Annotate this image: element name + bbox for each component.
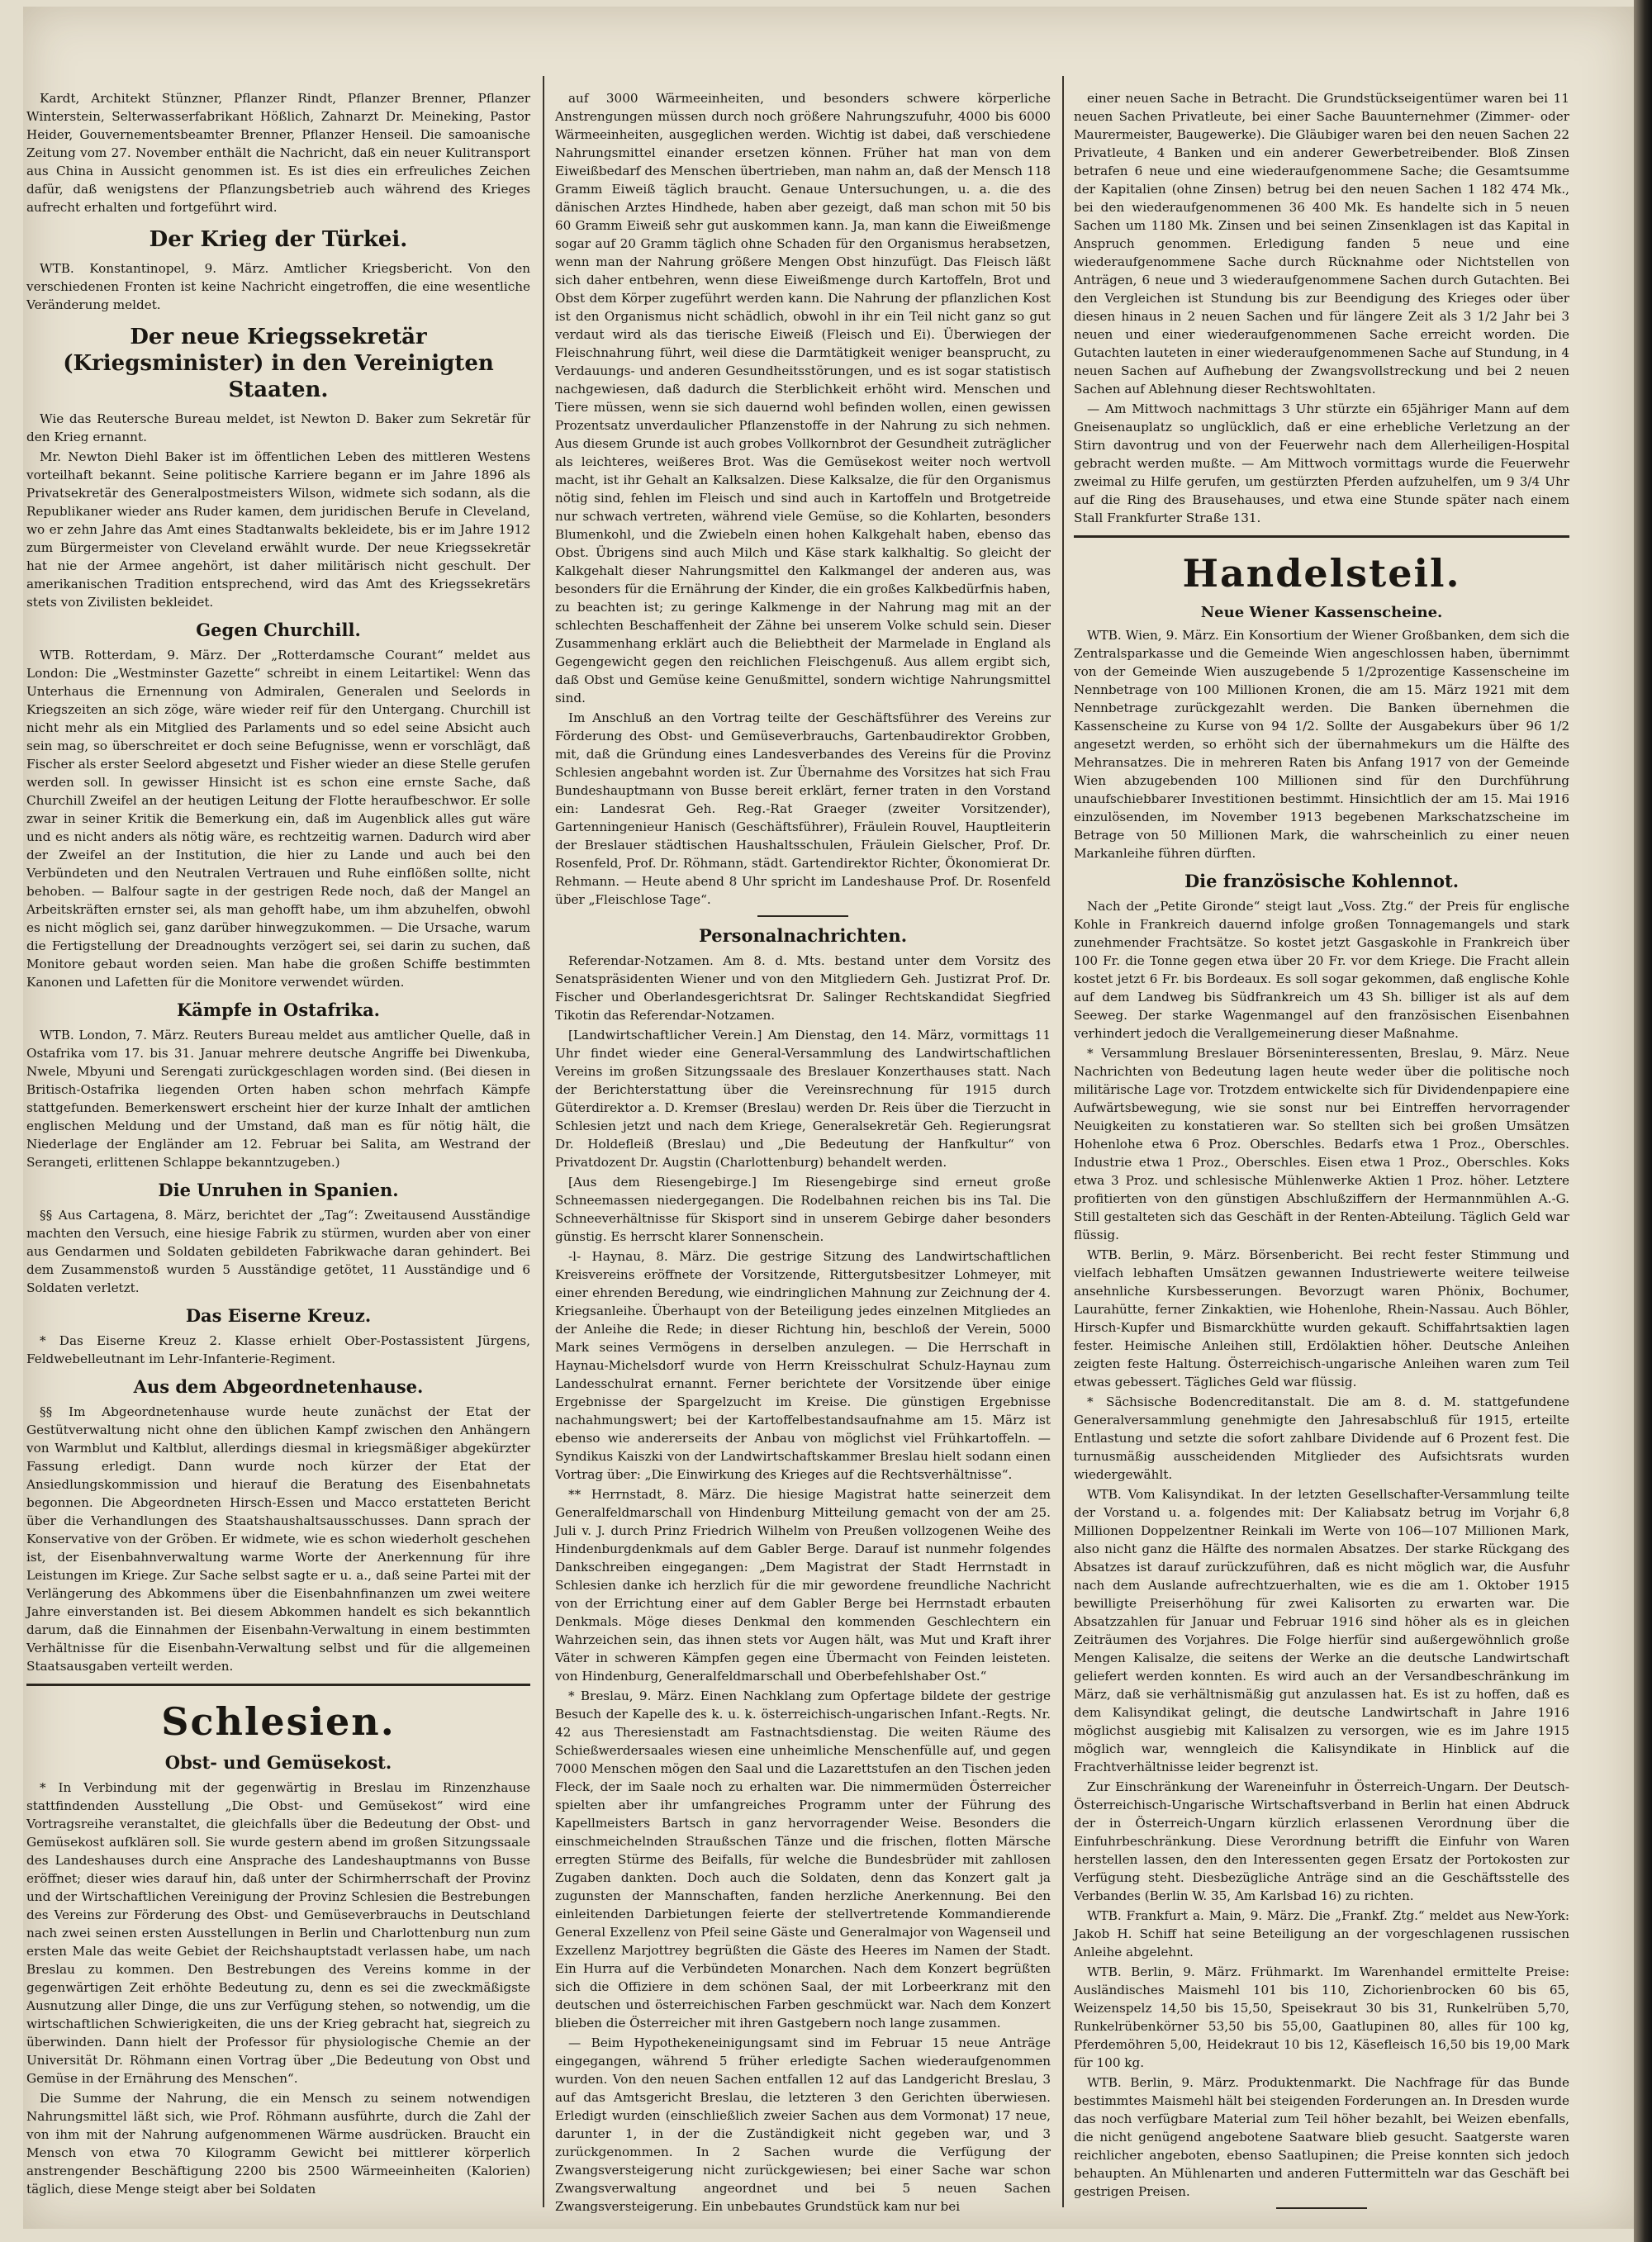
article-spanien-text: §§ Aus Cartagena, 8. März, berichtet der „Tag“: Zweitausend Ausständige machten den Versuch, eine hiesige Fabrik zu stürmen, wurden aber von einer aus Gendarmen und Soldaten gebildeten Fabrikwache daran gehindert. Bei dem Zusammenstoß wurden 5 Ausständige getötet, 11 Ausständige und 6 Soldaten verletzt. <box>26 1208 530 1295</box>
headline-eisernes-kreuz: Das Eiserne Kreuz. <box>185 1305 372 1326</box>
article-samoa-text: Kardt, Architekt Stünzner, Pflanzer Rindt, Pflanzer Brenner, Pflanzer Winterstein, Selterwasserfabrikant Hößlich, Zahnarzt Dr. Meineking, Pastor Heider, Gouvernementsbeamter Brenner, Pflanzer Henseil. Die samoanische Zeitung vom 27. November enthält die Nachricht, daß ein neuer Kulitransport aus China in Aussicht genommen ist. Es ist dies ein erfreuliches Zeichen dafür, daß wenigstens der Pflanzungsbetrieb auch während des Krieges aufrecht erhalten und fortgeführt wird. <box>26 91 530 215</box>
article-landwirtschaft-text: [Landwirtschaftlicher Verein.] Am Dienstag, den 14. März, vormittags 11 Uhr findet wieder eine General-Versammlung des Landwirtschaftlichen Vereins im großen Sitzungssaale des Breslauer Konzerthauses statt. Nach der Berichterstattung über die Vereinsrechnung für 1915 durch Güterdirektor a. D. Kremser (Breslau) werden Dr. Reis über die Tierzucht in Schlesien jetzt und nach dem Kriege, Generalsekretär Geh. Regierungsrat Dr. Holdefleiß (Breslau) und „Die Bedeutung der Hanfkultur“ von Privatdozent Dr. Augstin (Charlottenburg) behandelt werden. <box>555 1028 1051 1170</box>
article-produktenmarkt-text: WTB. Berlin, 9. März. Produktenmarkt. Die Nachfrage für das Bunde bestimmtes Maismehl hält bei steigenden Forderungen an. In Dresden wurde das noch verfügbare Material zum Teil höher bezahlt, bei Weizen ebenfalls, die nicht genügend angebotene Saatware blieb gesucht. Saatgerste waren reichlicher angeboten, ebenso Saatlupinen; die Preise konnten sich jedoch behaupten. An Mühlenarten und anderen Futtermitteln war das Geschäft bei gestrigen Preisen. <box>1074 2075 1569 2199</box>
section-title-handelsteil: Handelsteil. <box>1182 551 1461 596</box>
column-3 <box>1074 89 1569 2204</box>
headline-abgeordnetenhaus: Aus dem Abgeordnetenhause. <box>133 1376 424 1397</box>
headline-kassenscheine: Neue Wiener Kassenscheine. <box>1200 604 1443 621</box>
article-kalisyndikat-text: WTB. Vom Kalisyndikat. In der letzten Gesellschafter-Versammlung teilte der Vorstand u. a. folgendes mit: Der Kaliabsatz betrug im Vorjahr 6,8 Millionen Doppelzentner Reinkali im Werte von 106—107 Millionen Mark, also nicht ganz die Hälfte des normalen Absatzes. Der starke Rückgang des Absatzes ist darauf zurückzuführen, daß es nicht möglich war, die Ausfuhr nach dem Auslande aufrechtzuerhalten, wie es die am 1. Oktober 1915 bewilligte Preiserhöhung für zwei Kalisorten zu erwarten war. Die Absatzzahlen für Januar und Februar 1916 sind höher als es in gleichen Zeiträumen des Vorjahres. Die Folge hierfür sind außergewöhnlich große Mengen Kalisalze, die seitens der Werke an die deutsche Landwirtschaft geliefert werden konnten. Es wird auch an der Versandbeschränkung im März, daß sie verhältnismäßig gut anzulassen hat. Es ist zu hoffen, daß es dem Kalisyndikat gelingt, die deutsche Landwirtschaft in Jahre 1916 möglichst ausgiebig mit Kalisalzen zu versorgen, wie es im Jahre 1915 möglich war, wenngleich die Kalisyndikate in Hinblick auf die Frachtverhältnisse leider begrenzt ist. <box>1074 1487 1569 1774</box>
article-kriegssekretaer-text: Wie das Reutersche Bureau meldet, ist Newton D. Baker zum Sekretär für den Krieg ernannt. <box>26 411 530 444</box>
article-wareneinfuhr-text: Zur Einschränkung der Wareneinfuhr in Österreich-Ungarn. Der Deutsch-Österreichisch-Ungarische Wirtschaftsverband in Berlin hat einen Abdruck der in Österreich-Ungarn kürzlich erlassenen Verordnung über die Einfuhrbeschränkung. Diese Verordnung betrifft die Einfuhr von Waren herstellen lassen, den den Interessenten gegen Ersatz der Portokosten zur Verfügung steht. Diesbezügliche Anträge sind an die Geschäftsstelle des Verbandes (Berlin W. 35, Am Karlsbad 16) zu richten. <box>1074 1779 1569 1903</box>
article-obst-continued: Im Anschluß an den Vortrag teilte der Geschäftsführer des Vereins zur Förderung des Obst- und Gemüseverbrauchs, Gartenbaudirektor Grobben, mit, daß die Gründung eines Landesverbandes des Vereins für die Provinz Schlesien angebahnt worden ist. Zur Übernahme des Vorsitzes hat sich Frau Bundeshauptmann von Busse bereit erklärt, ferner traten in den Vorstand ein: Landesrat Geh. Reg.-Rat Graeger (zweiter Vorsitzender), Gartenningenieur Hanisch (Geschäftsführer), Fräulein Rouvel, Hauptleiterin der Breslauer städtischen Haushaltsschulen, Fräulein Gielscher, Prof. Dr. Rosenfeld, Prof. Dr. Röhmann, städt. Gartendirektor Richter, Ökonomierat Dr. Rehmann. — Heute abend 8 Uhr spricht im Landeshause Prof. Dr. Rosenfeld über „Fleischlose Tage“. <box>555 710 1051 907</box>
article-fruehmarkt-text: WTB. Berlin, 9. März. Frühmarkt. Im Warenhandel ermittelte Preise: Ausländisches Maismehl 101 bis 110, Zichorienbrocken 60 bis 65, Weizenspelz 14,50 bis 15,50, Speisekraut 30 bis 31, Runkelrüben 5,70, Runkelrübenkörner 53,50 bis 55,00, Gaatlupinen 80, alles für 100 kg, Pferdemöhren 5,00, Heidekraut 10 bis 12, Käsefleisch 16,50 bis 19,00 Mark für 100 kg. <box>1074 1964 1569 2070</box>
article-obst-text: Die Summe der Nahrung, die ein Mensch zu seinem notwendigen Nahrungsmittel läßt sich, wie Prof. Röhmann ausführte, durch die Zahl der von ihm mit der Nahrung aufgenommenen Wärme ausdrücken. Braucht ein Mensch von etwa 70 Kilogramm Gewicht bei mittlerer körperlich anstrengender Beschäftigung 2200 bis 2500 Wärmeeinheiten (Kalorien) täglich, diese Menge steigt aber bei Soldaten <box>26 2091 530 2197</box>
article-frankfurt-text: WTB. Frankfurt a. Main, 9. März. Die „Frankf. Ztg.“ meldet aus New-York: Jakob H. Schiff hat seine Beteiligung an der vorgeschlagenen russischen Anleihe abgelehnt. <box>1074 1908 1569 1959</box>
headline-kohlennot: Die französische Kohlennot. <box>1184 871 1460 891</box>
headline-obst-gemuese: Obst- und Gemüsekost. <box>164 1752 392 1773</box>
newspaper-columns <box>26 89 1629 2229</box>
article-personal-text: Referendar-Notzamen. Am 8. d. Mts. bestand unter dem Vorsitz des Senatspräsidenten Wiener und von den Mitgliedern Geh. Justizrat Prof. Dr. Fischer und Oberlandesgerichtsrat Dr. Salinger Rechtskandidat Siegfried Tikotin das Referendar-Notzamen. <box>555 953 1051 1023</box>
article-abgeordnetenhaus-text: §§ Im Abgeordnetenhause wurde heute zunächst der Etat der Gestütverwaltung nicht ohne den üblichen Kampf zwischen den Anhängern von Warmblut und Kaltblut, allerdings diesmal in kriegsmäßiger abgekürzter Fassung erledigt. Dann wurde noch kürzer der Etat der Ansiedlungskommission und hierauf die Beratung des Eisenbahnetats begonnen. Die Abgeordneten Hirsch-Essen und Macco erstatteten Bericht über die Verhandlungen des Staatshaushaltsausschusses. Dann sprach der Konservative von der Gröben. Er widmete, wie es schon wiederholt geschehen ist, der Eisenbahnverwaltung warme Worte der Anerkennung für ihre Leistungen im Kriege. Zur Sache selbst sagte er u. a., daß seine Partei mit der Verlängerung des Abkommens über die Eisenbahnfinanzen um zwei weitere Jahre einverstanden ist. Bei diesem Abkommen handelt es sich bekanntlich darum, daß die Einnahmen der Eisenbahn-Verwaltung in einem bestimmten Verhältnisse für die Eisenbahn-Verwaltung selbst und für die allgemeinen Staatsausgaben verteilt werden. <box>26 1404 530 1674</box>
page-edge-shadow <box>1634 0 1652 2242</box>
headline-personalnachrichten: Personalnachrichten. <box>699 925 907 946</box>
column-rule <box>543 76 544 2207</box>
short-divider <box>1276 2207 1367 2209</box>
section-title-schlesien: Schlesien. <box>161 1699 396 1744</box>
article-herrnstadt-text: ** Herrnstadt, 8. März. Die hiesige Magistrat hatte seinerzeit dem Generalfeldmarschall von Hindenburg Mitteilung gemacht von der am 25. Juli v. J. durch Prinz Friedrich Wilhelm von Preußen vollzogenen Weihe des Hindenburgdenkmals auf dem Gabler Berge. Darauf ist nunmehr folgendes Dankschreiben eingegangen: „Dem Magistrat der Stadt Herrnstadt in Schlesien danke ich herzlich für die mir gewordene freundliche Nachricht von der Errichtung einer auf dem Gabler Berge bei Herrnstadt erbauten Denkmals. Möge dieses Denkmal den kommenden Geschlechtern ein Wahrzeichen sein, das ihnen stets vor Augen hält, was Mut und Kraft ihrer Väter in schweren Kämpfen gegen eine Übermacht von Feinden leisteten. von Hindenburg, Generalfeldmarschall und Oberbefehlshaber Ost.“ <box>555 1487 1051 1684</box>
article-hypothek-text: — Beim Hypothekeneinigungsamt sind im Februar 15 neue Anträge eingegangen, während 5 früher erledigte Sachen wiederaufgenommen wurden. Von den neuen Sachen entfallen 12 auf das Landgericht Breslau, 3 auf das Amtsgericht Breslau, die letzteren 3 den Gerichten überwiesen. Erledigt wurden (einschließlich zweier Sachen aus dem Vormonat) 17 neue, darunter 1, in der die Zuständigkeit nicht gegeben war, und 3 zurückgenommen. In 2 Sachen wurde die Verfügung der Zwangsversteigerung nicht zurückgewiesen; bei einer Sache war schon Zwangsverwaltung angeordnet und bei 5 neuen Sachen Zwangsversteigerung. Ein unbebautes Grundstück kam nur bei <box>555 2035 1051 2214</box>
headline-ostafrika: Kämpfe in Ostafrika. <box>177 1000 380 1020</box>
section-divider <box>26 1684 530 1686</box>
article-kriegssekretaer-text: Mr. Newton Diehl Baker ist im öffentlichen Leben des mittleren Westens vorteilhaft bekannt. Seine politische Karriere begann er im Jahre 1896 als Privatsekretär des Generalpostmeisters Wilson, widmete sich sodann, als die Republikaner wieder ans Ruder kamen, dem juridischen Berufe in Cleveland, wo er zehn Jahre das Amt eines Stadtanwalts bekleidete, bis er im Jahre 1912 zum Bürgermeister von Cleveland erwählt wurde. Der neue Kriegssekretär hat nie der Armee angehört, ist daher militärisch nicht geschult. Der amerikanischen Tradition entsprechend, wird das Amt des Kriegssekretärs stets von Zivilisten bekleidet. <box>26 449 530 610</box>
headline-kriegssekretaer: Der neue Kriegssekretär (Kriegsminister) in den Vereinigten Staaten. <box>63 325 494 402</box>
article-boerse-breslau-text: * Versammlung Breslauer Börseninteressenten, Breslau, 9. März. Neue Nachrichten von Bedeutung lagen heute weder über die politische noch militärische Lage vor. Trotzdem entwickelte sich für Dividendenpapiere eine Aufwärtsbewegung, wie sie sonst nur bei Eintreffen hervorragender Neuigkeiten zu konstatieren war. So stellten sich bei großen Umsätzen Hohenlohe etwa 6 Proz. Oberschles. Bedarfs etwa 1 Proz., Oberschles. Industrie etwa 1 Proz., Oberschles. Eisen etwa 1 Proz., Oberschles. Koks etwa 3 Proz. und schlesische Mühlenwerke Aktien 1 Proz. höher. Letztere profitierten von den günstigen Abschlußziffern der Hermannmühlen A.-G. Still gestalteten sich das Geschäft in der Renten-Abteilung. Täglich Geld war flüssig. <box>1074 1046 1569 1242</box>
article-ostafrika-text: WTB. London, 7. März. Reuters Bureau meldet aus amtlicher Quelle, daß in Ostafrika vom 17. bis 31. Januar mehrere deutsche Angriffe bei Diwenkuba, Nwele, Mbyuni und Serengati zurückgeschlagen worden sind. (Bei diesen in Britisch-Ostafrika liegenden Orten haben schon mehrfach Kämpfe stattgefunden. Bemerkenswert erscheint hier der kurze Inhalt der amtlichen englischen Meldung und der Umstand, daß man es für nötig hält, die Niederlage der Engländer am 12. Februar bei Salita, am Westrand der Serangeti, erlittenen Schlappe bekanntzugeben.) <box>26 1028 530 1170</box>
column-rule <box>1062 76 1064 2207</box>
article-breslau-text: * Breslau, 9. März. Einen Nachklang zum Opfertage bildete der gestrige Besuch der Kapelle des k. u. k. österreichisch-ungarischen Infant.-Regts. Nr. 42 aus Theresienstadt am Fastnachtsdienstag. Die weiten Räume des Schießwerdersaales wiesen eine unheimliche Menschenfülle auf, und gegen 7000 Menschen mögen den Saal und die Lazarettstufen an den Tischen jeden Fleck, der im Saale noch zu erhalten war. Die nimmermüden Österreicher spielten aber ihr umfangreiches Programm unter der Führung des Kapellmeisters Bartsch in ganz hervorragender Weise. Besonders die einschmeichelnden Straußschen Tänze und die frischen, flotten Märsche erregten Stürme des Beifalls, für welche die Bundesbrüder mit zahllosen Zugaben dankten. Doch auch die Soldaten, denn das Konzert galt ja zugunsten der Mannschaften, fanden herzliche Anerkennung. Bei den einleitenden Darbietungen feierte der stellvertretende Kommandierende General Exzellenz von Pfeil seine Gäste und Generalmajor von Wagenseil und Exzellenz Marjottrey begrüßten die Gäste des Heeres im Namen der Stadt. Ein Hurra auf die Verbündeten Monarchen. Nach dem Konzert begrüßten sich die Offiziere in dem schönen Saal, der mit Lorbeerkranz mit den deutschen und österreichischen Farben geschmückt war. Nach dem Konzert blieben die Österreicher mit ihren Gastgebern noch lange zusammen. <box>555 1689 1051 2031</box>
article-eisernes-kreuz-text: * Das Eiserne Kreuz 2. Klasse erhielt Ober-Postassistent Jürgens, Feldwebelleutnant im Lehr-Infanterie-Regiment. <box>26 1333 530 1366</box>
article-bodenkredit-text: * Sächsische Bodencreditanstalt. Die am 8. d. M. stattgefundene Generalversammlung genehmigte den Jahresabschluß für 1915, erteilte Entlastung und setzte die sofort zahlbare Dividende auf 6 Prozent fest. Die turnusmäßig ausscheidenden Mitglieder des Aufsichtsrats wurden wiedergewählt. <box>1074 1394 1569 1482</box>
article-haynau-text: -l- Haynau, 8. März. Die gestrige Sitzung des Landwirtschaftlichen Kreisvereins eröffnete der Vorsitzende, Rittergutsbesitzer Lohmeyer, mit einer ehrenden Beredung, wie eindringlichen Mahnung zur Zeichnung der 4. Kriegsanleihe. Überhaupt von der Beteiligung jedes einzelnen Mitgliedes an der Anleihe die Rede; in dieser Richtung hin, beschloß der Verein, 5000 Mark seines Vermögens in derselben anzulegen. — Die Herrschaft in Haynau-Michelsdorf wurde von Herrn Kreisschulrat Schulz-Haynau zum Landesschulrat ernannt. Ferner berichtete der Vorsitzende über einige Ergebnisse der Spargelzucht im Kreise. Die günstigen Ergebnisse nachahmungswert; bei der Kartoffelbestandsaufnahme am 15. März ist ebenso wie andererseits der Anbau von möglichst viel Frühkartoffeln. — Syndikus Kaiszki von der Landwirtschaftskammer Breslau hielt sodann einen Vortrag über: „Die Einwirkung des Krieges auf die Rechtsverhältnisse“. <box>555 1249 1051 1482</box>
article-hypothek-continued: einer neuen Sache in Betracht. Die Grundstückseigentümer waren bei 11 neuen Sachen Privatleute, bei einer Sache Bauunternehmer (Zimmer- oder Maurermeister, Baugewerke). Die Gläubiger waren bei den neuen Sachen 22 Privatleute, 4 Banken und ein anderer Gewerbetreibender. Bloß Zinsen betrafen 6 neue und eine wiederaufgenommene Sache; die Gesamtsumme der Kapitalien (ohne Zinsen) betrug bei den neuen Sachen 1 182 474 Mk., bei den wiederaufgenommenen 36 400 Mk. Es handelte sich in 5 neuen Sachen um 1180 Mk. Zinsen und bei seinen Zinsenklagen ist das Kapital in Anspruch genommen. Erledigung fanden 5 neue und eine wiederaufgenommene Sache durch Rücknahme oder Nichtstellen von Anträgen, 6 neue und 3 wiederaufgenommene Sachen durch Gutachten. Bei den Vergleichen ist Stundung bis zur Beendigung des Krieges oder über diesen hinaus in 2 neuen Sachen und für längere Zeit als 3 1/2 Jahr bei 3 neuen und einer wiederaufgenommenen Sache erreicht worden. Die Gutachten lauteten in einer wiederaufgenommenen Sache auf Stundung, in 4 neuen Sachen auf Aufhebung der Zwangsvollstreckung und bei 2 neuen Sachen auf Ablehnung dieser Rechtswohltaten. <box>1074 91 1569 397</box>
section-divider <box>1074 535 1569 538</box>
article-churchill-text: WTB. Rotterdam, 9. März. Der „Rotterdamsche Courant“ meldet aus London: Die „Westminster Gazette“ schreibt in einem Leitartikel: Wenn das Unterhaus die Ernennung von Admiralen, Generalen und Seelords in Kriegszeiten an sich zöge, wäre wieder reif für den Untergang. Churchill ist nicht mehr als ein Mitglied des Parlaments und so edel seine Absicht auch sein mag, so überschreitet er doch seine Befugnisse, wenn er vorschlägt, daß Fischer als erster Seelord abgesetzt und Fisher wieder an diese Stelle gerufen werden soll. In gewisser Hinsicht ist es schon eine ernste Sache, daß Churchill Zweifel an der heutigen Leitung der Flotte heraufbeschwor. Er solle zwar in seiner Kritik die Bemerkung ein, daß im Augenblick alles gut wäre und es nicht anders als nötig wäre, es rechtzeitig warnen. Dadurch wird aber der Zweifel an der Institution, die hier zu Lande und auch bei den Verbündeten und den Neutralen Vertrauen und Ruhe einflößen sollte, nicht behoben. — Balfour sagte in der gestrigen Rede noch, daß der Mangel an Arbeitskräften ernster sei, als man gehofft habe, um ihm abzuhelfen, obwohl es nicht möglich sei, ganz darüber hinwegzukommen. — Die Ursache, warum die Fertigstellung der Dreadnoughts verzögert sei, sei darin zu suchen, daß Monitore gebaut worden seien. Man habe die großen Schiffe bestimmten Kanonen und Lafetten für die Monitore verwendet würden. <box>26 648 530 990</box>
article-boerse-berlin-text: WTB. Berlin, 9. März. Börsenbericht. Bei recht fester Stimmung und vielfach lebhaften Umsätzen gewannen Industriewerte weitere teilweise ansehnliche Kursbesserungen. Bevorzugt waren Phönix, Bochumer, Laurahütte, ferner Zinkaktien, wie Hohenlohe, Rhein-Nassau. Auch Böhler, Hirsch-Kupfer und Bismarckhütte wurden gekauft. Schiffahrtsaktien lagen fester. Heimische Anleihen still, Erdölaktien höher. Deutsche Anleihen zeigten feste Haltung. Österreichisch-ungarische Anleihen waren zum Teil etwas gebessert. Tägliches Geld war flüssig. <box>1074 1247 1569 1389</box>
article-kassenscheine-text: WTB. Wien, 9. März. Ein Konsortium der Wiener Großbanken, dem sich die Zentralsparkasse und die Gemeinde Wien angeschlossen haben, übernimmt von der Gemeinde Wien auszugebende 5 1/2prozentige Kassenscheine im Nennbetrage von 100 Millionen Kronen, die am 15. März 1921 mit dem Nennbetrage zurückgezahlt werden. Die Banken übernehmen die Kassenscheine zu Kurse von 94 1/2. Sollte der Ausgabekurs über 96 1/2 angesetzt werden, so erhöht sich der übernahmekurs um die Hälfte des Mehransatzes. Die in mehreren Raten bis Anfang 1917 von der Gemeinde Wien abzugebenden 100 Millionen sind für den Durchführung unaufschiebbarer Investitionen bestimmt. Hinsichtlich der am 15. Mai 1916 einzulösenden, im November 1913 begebenen Markschatzscheine im Betrage von 50 Millionen Mark, die wahrscheinlich zu einer neuen Markanleihe führen dürften. <box>1074 628 1569 861</box>
column-2 <box>555 89 1051 2214</box>
article-obst-text: * In Verbindung mit der gegenwärtig in Breslau im Rinzenzhause stattfindenden Ausstellung „Die Obst- und Gemüsekost“ wird eine Vortragsreihe veranstaltet, die gleichfalls über die Bedeutung der Obst- und Gemüsekost aufklären soll. Sie wurde gestern abend im großen Sitzungssaale des Landeshauses durch eine Ansprache des Landeshauptmanns von Busse eröffnet; dieser wies darauf hin, daß unter der Schirmherrschaft der Provinz und der Wirtschaftlichen Vereinigung der Provinz Schlesien die Bestrebungen des Vereins zur Förderung des Obst- und Gemüseverbrauchs in Deutschland nach zwei seinen ersten Ausstellungen in Berlin und Charlottenburg nun zum ersten Male das weite Gebiet der Reichshauptstadt verlassen habe, um nach Breslau zu kommen. Den Bestrebungen des Vereins komme in der gegenwärtigen Zeit erhöhte Bedeutung zu, denn es sei die zweckmäßigste Ausnutzung aller Dinge, die uns zur Verfügung stehen, so notwendig, um die wirtschaftlichen Schwierigkeiten, die uns der Krieg gebracht hat, siegreich zu überwinden. Dann hielt der Professor für physiologische Chemie an der Universität Dr. Röhmann einen Vortrag über „Die Bedeutung von Obst und Gemüse in der Ernährung des Menschen“. <box>26 1780 530 2086</box>
short-divider <box>757 915 848 917</box>
headline-tuerkei: Der Krieg der Türkei. <box>149 227 408 252</box>
article-mittwoch-text: — Am Mittwoch nachmittags 3 Uhr stürzte ein 65jähriger Mann auf dem Gneisenauplatz so unglücklich, daß er eine erhebliche Verletzung an der Stirn davontrug und von der Feuerwehr nach dem Allerheiligen-Hospital gebracht werden mußte. — Am Mittwoch vormittags wurde die Feuerwehr zweimal zu Hilfe gerufen, um gestürzten Pferden aufzuhelfen, um 9 3/4 Uhr auf die Ring des Brausehauses, und etwa eine Stunde später nach einem Stall Frankfurter Straße 131. <box>1074 401 1569 525</box>
headline-spanien: Die Unruhen in Spanien. <box>158 1180 399 1200</box>
article-tuerkei-text: WTB. Konstantinopel, 9. März. Amtlicher Kriegsbericht. Von den verschiedenen Fronten ist keine Nachricht eingetroffen, die eine wesentliche Veränderung meldet. <box>26 261 530 312</box>
article-obst-continued: auf 3000 Wärmeeinheiten, und besonders schwere körperliche Anstrengungen müssen durch noch größere Nahrungszufuhr, 4000 bis 6000 Wärmeeinheiten, ausgeglichen werden. Wichtig ist dabei, daß verschiedene Nahrungsmittel einander ersetzen können. Früher hat man von dem Eiweißbedarf des Menschen übertrieben, man nahm an, daß der Mensch 118 Gramm Eiweiß täglich braucht. Genaue Untersuchungen, u. a. die des dänischen Arztes Hindhede, haben aber gezeigt, daß man schon mit 50 bis 60 Gramm Eiweiß sehr gut auskommen kann. Ja, man kann die Eiweißmenge sogar auf 20 Gramm täglich ohne Schaden für den Organismus herabsetzen, wenn man der Nahrung größere Mengen Obst hinzufügt. Das Fleisch läßt sich daher entbehren, wenn diese Eiweißmenge durch Kartoffeln, Brot und Obst dem Körper zugeführt werden kann. Die Nahrung der pflanzlichen Kost ist den Organismus nicht schädlich, obwohl in ihr ein Teil nicht ganz so gut verdaut wird als das tierische Eiweiß (Fleisch und Ei). Überwiegen der Fleischnahrung führt, weil diese die Darmtätigkeit weniger beansprucht, zu Verdauungs- und anderen Gesundheitsstörungen, und es ist sogar statistisch nachgewiesen, daß dadurch die Sterblichkeit erhöht wird. Menschen und Tiere müssen, wenn sie sich dauernd wohl befinden wollen, einen gewissen Prozentsatz unverdaulicher Pflanzenstoffe in der Nahrung zu sich nehmen. Aus diesem Grunde ist auch grobes Vollkornbrot der Gesundheit zuträglicher als leichteres, weißeres Brot. Was die Gemüsekost weiter noch wertvoll macht, ist ihr Gehalt an Kalksalzen. Diese Kalksalze, die für den Organismus nötig sind, fehlen im Fleisch und sind auch in Kartoffeln und Brotgetreide nur schwach vertreten, während viele Gemüse, so die Kohlarten, besonders Blumenkohl, und die Zwiebeln einen hohen Kalkgehalt haben, ebenso das Obst. Übrigens sind auch Milch und Käse stark kalkhaltig. So gleicht der Kalkgehalt dieser Nahrungsmittel den Kalkmangel der anderen aus, was besonders für die Ernährung der Kinder, die ein großes Kalkbedürfnis haben, zu beachten ist; zu geringe Kalkmenge in der Nahrung mag mit an der schlechten Beschaffenheit der Zähne bei unserem Volke schuld sein. Dieser Zusammenhang erklärt auch die Beliebtheit der Marmelade in England als Gegengewicht gegen den reichlichen Fleischgenuß. Aus allem ergibt sich, daß Obst und Gemüse keine Genußmittel, sondern wichtige Nahrungsmittel sind. <box>555 91 1051 705</box>
headline-churchill: Gegen Churchill. <box>196 620 361 640</box>
article-riesengebirge-text: [Aus dem Riesengebirge.] Im Riesengebirge sind erneut große Schneemassen niedergegangen. Die Rodelbahnen reichen bis ins Tal. Die Schneeverhältnisse für Skisport sind in unserem Gebirge daher besonders günstig. Es herrscht klarer Sonnenschein. <box>555 1175 1051 1244</box>
column-1 <box>26 89 530 2204</box>
article-kohlennot-text: Nach der „Petite Gironde“ steigt laut „Voss. Ztg.“ der Preis für englische Kohle in Frankreich dauernd infolge großen Tonnagemangels und stark zunehmender Frachtsätze. So kostet jetzt Gasgaskohle in Frankreich über 100 Fr. die Tonne gegen etwa über 20 Fr. vor dem Kriege. Die Fracht allein kostet jetzt 6 Fr. bis Bordeaux. Es soll sogar gekommen, daß englische Kohle auf dem Landweg bis Südfrankreich um 43 Sh. billiger ist als auf dem Seeweg. Der starke Wagenmangel auf den französischen Eisenbahnen verhindert jedoch die Verallgemeinerung dieser Maßnahme. <box>1074 899 1569 1041</box>
